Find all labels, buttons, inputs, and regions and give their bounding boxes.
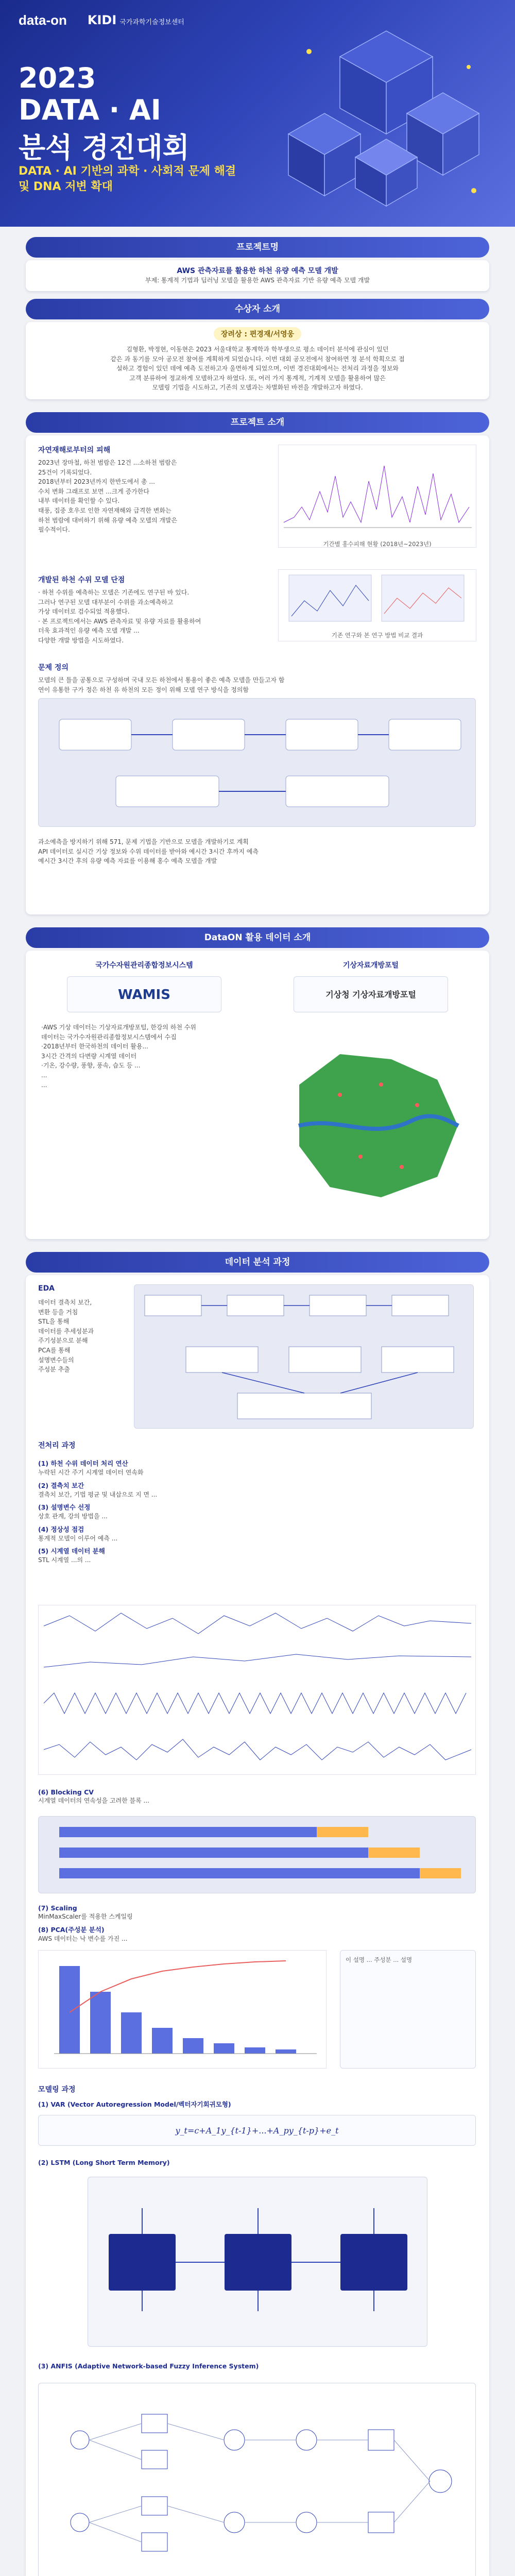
cubes-illustration	[278, 21, 494, 216]
intro-q3	[38, 662, 476, 694]
eda-lines: 데이터 결측치 보간, 변환 등을 거침 STL을 통해 데이터를 추세성분과 주기성분으로 분해 PCA를 통해 설명변수들의 주성분 추출	[38, 1299, 94, 1374]
pca-note: 이 설명 ... 주성분 ... 설명	[340, 1950, 476, 2069]
data-intro-banner: DataON 활용 데이터 소개	[26, 927, 489, 948]
data-intro-card	[26, 951, 489, 1239]
project-name-card	[26, 260, 489, 291]
blocking-cv-diagram	[38, 1816, 476, 1893]
compare-chart-caption: 기존 연구와 본 연구 방법 비교 결과	[331, 632, 423, 639]
eda-title: EDA	[38, 1284, 55, 1293]
q3-lines: 모델의 큰 틀을 공통으로 구성하며 국내 모든 하천에서 통용이 좋은 예측 모델을 만들고자 함 연이 유통한 구가 정은 하천 유 하천의 모든 정이 위해 모델 연구 방식을 정의함	[38, 676, 285, 693]
anfis-title: (3) ANFIS (Adaptive Network-based Fuzzy Inference System)	[38, 2362, 259, 2370]
wamis-logo: WAMIS	[67, 976, 221, 1012]
hero-subtitle: DATA · AI 기반의 과학 · 사회적 문제 해결 및 DNA 저변 확대	[19, 165, 236, 193]
hero-title-line1: DATA · AI	[19, 94, 161, 126]
q2-lines: · 하천 수위를 예측하는 모델은 기존에도 연구된 바 있다. 그러나 연구된 모델 대부분이 수위를 과소예측하고 가상 데이터로 검수되었 적용했다. · 본 프로젝트에서는 AWS 관측자료 및 유량 자료를 활용하여 더욱 효과적인 유량 예측 모델 개발 ... 다양한 개발 방법을 시도하였다.	[38, 589, 201, 644]
process-banner: 데이터 분석 과정	[26, 1252, 489, 1273]
kma-logo: 기상청 기상자료개방포털	[294, 976, 448, 1012]
intro-banner: 프로젝트 소개	[26, 412, 489, 433]
var-title: (1) VAR (Vector Autoregression Model/벡터자기회귀모형)	[38, 2100, 231, 2108]
hero-year: 2023	[19, 62, 96, 94]
intro-q1	[38, 445, 265, 535]
wamis-title: 국가수자원관리종합정보시스템	[95, 961, 193, 970]
q3-title: 문제 정의	[38, 664, 68, 672]
project-subtitle: 부제: 통계적 기법과 딥러닝 모델을 활용한 AWS 관측자료 기반 유량 예측 모델 개발	[145, 277, 370, 284]
kma-title: 기상자료개방포털	[342, 961, 399, 970]
lstm-title: (2) LSTM (Long Short Term Memory)	[38, 2159, 170, 2166]
problem-diagram-svg	[39, 699, 476, 827]
award-text-1: 김형환, 박정현, 이동현은 2023 서울대학교 통계학과 학부생으로 평소 데이터 분석에 관심이 있던	[126, 346, 389, 353]
stl-chart-svg	[39, 1605, 476, 1775]
pre-list: (1) 하천 수위 데이터 처리 연산 누락된 시간 주기 시계열 데이터 연속화 (2) 결측치 보간 결측치 보간, 기법 평균 및 내삽으로 지 면 ... (3) 설명변수 선정 상호 관계, 강의 방법을 ... (4) 정상성 점검 통계적 모델이 이루어 예측 ... (5) 시계열 데이터 분해 STL 시계열 ...의 ...	[38, 1460, 158, 1564]
hero-logos	[19, 12, 184, 28]
hero-banner	[0, 0, 515, 227]
seoul-map	[268, 1023, 479, 1229]
eda-flowchart-svg	[134, 1285, 474, 1429]
anfis-diagram	[38, 2383, 476, 2576]
model-title: 모델링 과정	[38, 2086, 76, 2094]
hero-title-line2: 분석 경진대회	[19, 131, 190, 164]
q2-title: 개발된 하천 수위 모델 단점	[38, 576, 125, 584]
anfis-diagram-svg	[39, 2383, 476, 2576]
q3-bullets: 과소예측을 방지하기 위해 571, 문제 기법을 기반으로 모델을 개발하기로 계획 API 데이터로 실시간 기상 정보와 수위 데이터를 받아와 예시간 3시간 후까지 예측 예시간 3시간 후의 유량 예측 자료를 이용해 홍수 예측 모델을 개발	[38, 838, 259, 865]
blocking-cv-svg	[39, 1817, 476, 1894]
problem-diagram	[38, 698, 476, 827]
award-tag: 장려상 : 편경재/서영웅	[214, 327, 301, 341]
compare-chart	[278, 569, 476, 641]
pre-list-2: (6) Blocking CV 시계열 데이터의 연속성을 고려한 블록 ...	[38, 1788, 149, 1804]
pca-chart-svg	[39, 1951, 327, 2069]
process-card	[26, 1275, 489, 2576]
project-name: AWS 관측자료를 활용한 하천 유량 예측 모델 개발	[177, 267, 338, 275]
kidi-logo: KIDI 국가과학기술정보센터	[87, 13, 184, 28]
award-text-4: 고객 분류하여 정교하게 모델하고자 하였다. 또, 여러 가지 통계적, 기계적 모델을 활용하여 많은	[129, 374, 386, 382]
award-banner: 수상자 소개	[26, 299, 489, 319]
award-text-5: 모델링 기법을 시도하고, 기존의 모델과는 차별화된 바전을 개발하고자 하였다.	[152, 384, 363, 392]
award-text-3: 설하고 경험이 있던 데에 예측 도전하고자 울면하게 되었으며, 이번 경진대회에서는 전처리 과정을 정보와	[116, 365, 399, 372]
var-formula: y_t=c+A_1y_{t-1}+...+A_py_{t-p}+e_t	[38, 2115, 476, 2146]
project-name-banner: 프로젝트명	[26, 237, 489, 258]
q1-title: 자연재해로부터의 피해	[38, 446, 111, 454]
flood-chart-svg	[279, 445, 477, 538]
dataon-logo: data-on	[19, 12, 67, 28]
pre-list-3: (7) Scaling MinMaxScaler를 적용한 스케일링 (8) PCA(주성분 분석) AWS 데이터는 낙 변수를 가진 ...	[38, 1904, 133, 1942]
award-card	[26, 322, 489, 399]
stl-chart	[38, 1605, 476, 1775]
award-text-2: 같은 과 동기를 모아 공모전 참여를 계획하게 되었습니다. 이번 대회 공모전에서 참여하면 정 분석 학획으로 접	[110, 355, 405, 363]
intro-card	[26, 435, 489, 914]
pre-title: 전처리 과정	[38, 1442, 76, 1450]
data-intro-lines: ·AWS 기상 데이터는 기상자료개방포털, 한강의 하천 수위 데이터는 국가수자원관리종합정보시스템에서 수집 ·2018년부터 한국하천의 데이터 활용... 3시간 간격의 다변량 시계열 데이터 ·기온, 강수량, 풍향, 풍속, 습도 등 ... ... ...	[41, 1024, 196, 1089]
pca-chart	[38, 1950, 327, 2069]
lstm-diagram-svg	[88, 2177, 428, 2347]
intro-q2	[38, 574, 265, 646]
flood-chart	[278, 445, 476, 548]
compare-chart-svg	[279, 570, 477, 629]
flood-chart-caption: 기간별 홍수피해 현황 (2018년~2023년)	[323, 540, 432, 548]
eda-flowchart	[134, 1284, 474, 1429]
lstm-diagram	[88, 2177, 427, 2347]
q1-lines: 2023년 장마철, 하천 범람은 12건 ...소하천 범람은 25건이 기록되었다. 2018년부터 2023년까지 한반도에서 총 ... 수치 변화 그래프로 보면 ...크게 증가한다 내부 데이터를 확인할 수 있다. 태풍, 집중 호우로 인한 자연재해와 급격한 변화는 하천 범람에 대비하기 위해 유량 예측 모델의 개발은 필수적이다.	[38, 459, 178, 534]
